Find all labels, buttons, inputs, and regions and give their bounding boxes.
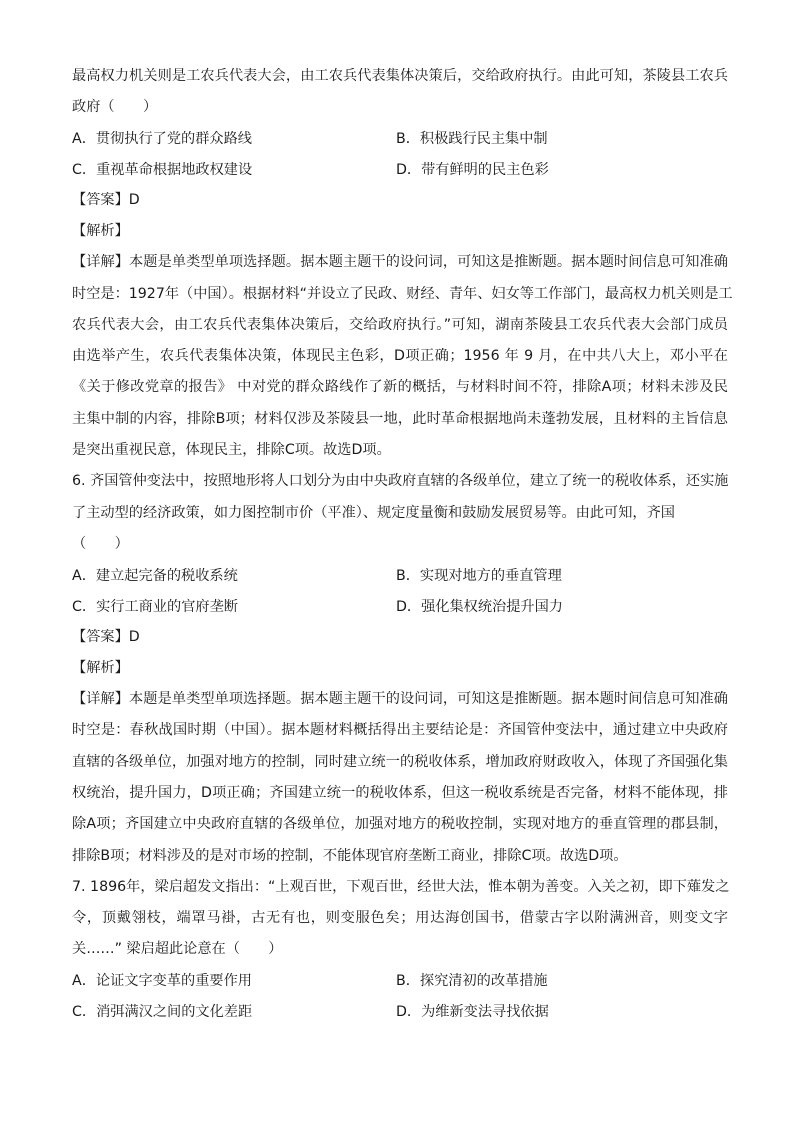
q6-detail-line-1: 【详解】本题是单类型单项选择题。据本题主题干的设问词，可知这是推断题。据本题时间信息可知准确: [72, 691, 728, 707]
q5-option-a: A．贯彻执行了党的群众路线: [72, 131, 252, 147]
q5-answer: 【答案】D: [72, 192, 140, 208]
q6-option-d: D．强化集权统治提升国力: [396, 599, 563, 615]
q6-answer: 【答案】D: [72, 629, 140, 645]
q6-stem-line-3: （ ）: [72, 536, 129, 552]
q6-stem-line-1: 6. 齐国管仲变法中，按照地形将人口划分为由中央政府直辖的各级单位，建立了统一的税收体系，还实施: [72, 473, 729, 489]
q6-analysis-label: 【解析】: [72, 660, 129, 676]
q5-stem-line-2: 政府（ ）: [72, 99, 158, 115]
q5-option-c: C．重视革命根据地政权建设: [72, 162, 253, 178]
q7-stem-line-2: 令，顶戴翎枝，端罩马褂，古无有也，则变服色矣；用达海创国书，借蒙古字以附满洲音，则变文字: [72, 910, 728, 926]
q5-detail-line-4: 由选举产生，农兵代表集体决策，体现民主色彩，D项正确；1956 年 9 月，在中共八大上，邓小平在: [72, 348, 728, 364]
q5-detail-line-2: 时空是：1927年（中国）。根据材料“并设立了民政、财经、青年、妇女等工作部门，最高权力机关则是工: [72, 286, 733, 302]
q5-option-b: B．积极践行民主集中制: [396, 131, 548, 147]
q6-option-a: A．建立起完备的税收系统: [72, 568, 238, 584]
q5-detail-line-1: 【详解】本题是单类型单项选择题。据本题主题干的设问词，可知这是推断题。据本题时间信息可知准确: [72, 254, 728, 270]
q5-detail-line-7: 是突出重视民意，体现民主，排除C项。故选D项。: [72, 442, 391, 458]
q6-detail-line-6: 排除B项；材料涉及的是对市场的控制，不能体现官府垄断工商业，排除C项。故选D项。: [72, 848, 628, 864]
q7-stem-line-1: 7. 1896年，梁启超发文指出：“上观百世，下观百世，经世大法，惟本朝为善变。入关之初，即下薙发之: [72, 879, 730, 895]
q6-option-c: C．实行工商业的官府垄断: [72, 599, 238, 615]
q5-detail-line-3: 农兵代表大会，由工农兵代表集体决策后，交给政府执行。”可知，湖南茶陵县工农兵代表大会部门成员: [72, 317, 728, 333]
q6-detail-line-3: 直辖的各级单位，加强对地方的控制，同时建立统一的税收体系，增加政府财政收入，体现了齐国强化集: [72, 754, 728, 770]
q7-option-b: B．探究清初的改革措施: [396, 973, 548, 989]
q6-option-b: B．实现对地方的垂直管理: [396, 568, 562, 584]
q7-option-c: C．消弭满汉之间的文化差距: [72, 1004, 253, 1020]
q6-stem-line-2: 了主动型的经济政策，如力图控制市价（平准）、规定度量衡和鼓励发展贸易等。由此可知，齐国: [72, 505, 675, 521]
q5-detail-line-6: 主集中制的内容，排除B项；材料仅涉及茶陵县一地，此时革命根据地尚未蓬勃发展，且材料的主旨信息: [72, 411, 728, 427]
q6-detail-line-4: 权统治，提升国力，D项正确；齐国建立统一的税收体系，但这一税收系统是否完备，材料不能体现，排: [72, 785, 728, 801]
q6-detail-line-2: 时空是：春秋战国时期（中国）。据本题材料概括得出主要结论是：齐国管仲变法中，通过建立中央政府: [72, 722, 728, 738]
q5-option-d: D．带有鲜明的民主色彩: [396, 162, 549, 178]
q5-stem-line-1: 最高权力机关则是工农兵代表大会，由工农兵代表集体决策后，交给政府执行。由此可知，茶陵县工农兵: [72, 68, 728, 84]
q5-detail-line-5: 《关于修改党章的报告》 中对党的群众路线作了新的概括，与材料时间不符，排除A项；材料未涉及民: [72, 379, 728, 395]
q7-option-a: A．论证文字变革的重要作用: [72, 973, 252, 989]
q5-analysis-label: 【解析】: [72, 223, 129, 239]
q7-stem-line-3: 关……” 梁启超此论意在（ ）: [72, 941, 283, 957]
q7-option-d: D．为维新变法寻找依据: [396, 1004, 549, 1020]
q6-detail-line-5: 除A项；齐国建立中央政府直辖的各级单位，加强对地方的税收控制，实现对地方的垂直管理的郡县制，: [72, 816, 728, 832]
